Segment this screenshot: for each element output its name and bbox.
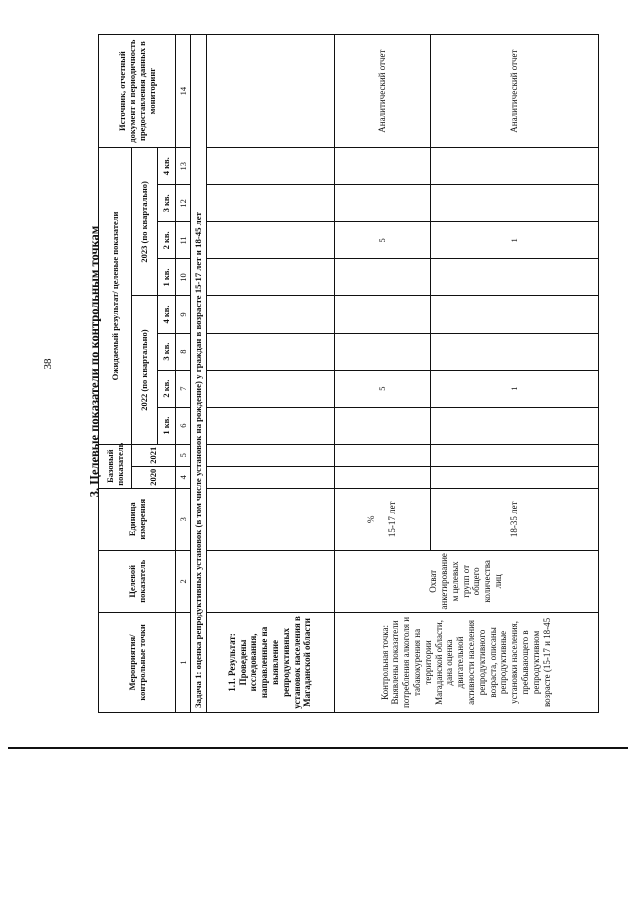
- task-title: Задача 1: оценка репродуктивных установок (в том числе установок на рождение) у граждан в возрасте 15-17 лет и 18-45 лет: [191, 35, 207, 713]
- col-number: 2: [176, 550, 191, 612]
- indicator-text: Охват анкетирование м целевых групп от общего количества лиц: [334, 550, 598, 612]
- col-number: 8: [176, 333, 191, 370]
- col-number: 6: [176, 407, 191, 444]
- col-number: 3: [176, 488, 191, 550]
- unit-percent: %: [365, 515, 376, 524]
- source-text: Аналитический отчет: [430, 35, 598, 148]
- header-year-2022: 2022 (по квартально): [132, 296, 158, 444]
- col-number: 13: [176, 148, 191, 185]
- unit-cell: [334, 488, 430, 550]
- header-base-2021: 2021: [132, 444, 176, 466]
- header-base-2020: 2020: [132, 466, 176, 488]
- header-unit: Единица измерения: [99, 488, 176, 550]
- header-expected: Ожидаемый результат/ целевые показатели: [99, 148, 132, 444]
- col-number: 12: [176, 185, 191, 222]
- col-number: 10: [176, 259, 191, 296]
- age-group: 18-35 лет: [430, 488, 598, 550]
- header-q4-2022: 4 кв.: [158, 296, 176, 333]
- indicators-table: [98, 34, 599, 713]
- section-title: 3. Целевые показатели по контрольным точкам: [87, 225, 102, 498]
- q2023-value: 1: [430, 222, 598, 259]
- col-number: 7: [176, 370, 191, 407]
- header-q1-2023: 1 кв.: [158, 259, 176, 296]
- header-q3-2023: 3 кв.: [158, 185, 176, 222]
- header-base: Базовый показатель: [99, 444, 132, 488]
- col-number: 1: [176, 612, 191, 712]
- source-text: Аналитический отчет: [334, 35, 430, 148]
- page-divider: [8, 747, 628, 749]
- control-point-text: Контрольная точка: Выявлены показатели потребления алкоголя и табакокурения на территории Магаданской области, дана оценка двигательной активности населения репродуктивного возраста, описаны репродуктивные установки населения, пребывающего в репродуктивном возрасте (15-17 и 18-45: [334, 612, 598, 712]
- col-number: 14: [176, 35, 191, 148]
- col-number: 4: [176, 466, 191, 488]
- col-number: 11: [176, 222, 191, 259]
- header-q1-2022: 1 кв.: [158, 407, 176, 444]
- header-events: Мероприятия/ контрольные точки: [99, 612, 176, 712]
- header-q4-2023: 4 кв.: [158, 148, 176, 185]
- q2022-value: 1: [430, 370, 598, 407]
- page-number: 38: [42, 358, 54, 370]
- indicators-table-rotated: [98, 34, 599, 713]
- q2023-value: 5: [334, 222, 430, 259]
- age-group: 15-17 лет: [387, 501, 398, 538]
- header-target-indicator: Целевой показатель: [99, 550, 176, 612]
- header-q2-2023: 2 кв.: [158, 222, 176, 259]
- header-q2-2022: 2 кв.: [158, 370, 176, 407]
- col-number: 5: [176, 444, 191, 466]
- q2022-value: 5: [334, 370, 430, 407]
- col-number: 9: [176, 296, 191, 333]
- header-year-2023: 2023 (по квартально): [132, 148, 158, 296]
- header-q3-2022: 3 кв.: [158, 333, 176, 370]
- result-text: 1.1. Результат: Проведены исследования, направленные на выявление репродуктивных установок населения в Магаданской области: [206, 612, 334, 712]
- header-source: Источник, отчетный документ и периодичность предоставления данных в мониторинг: [99, 35, 176, 148]
